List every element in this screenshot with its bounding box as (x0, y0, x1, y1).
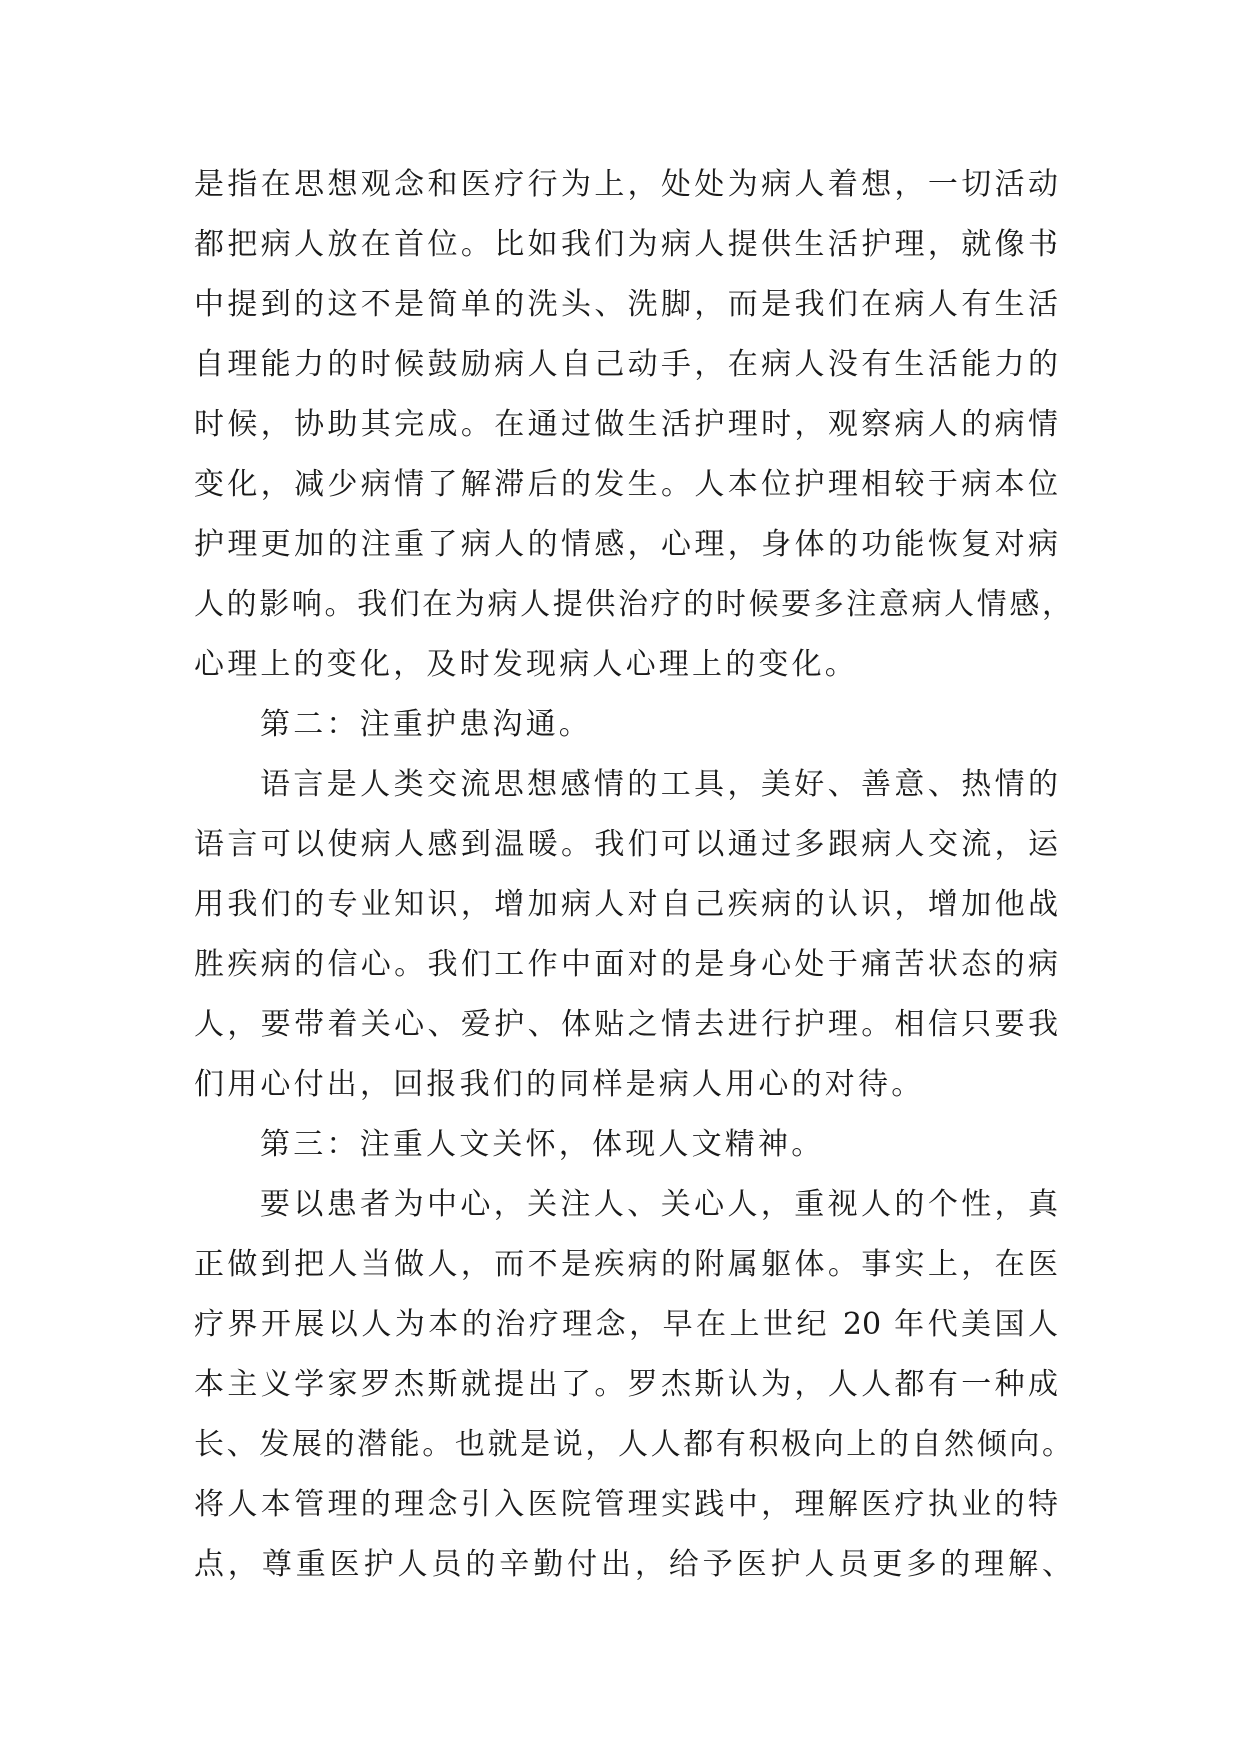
text-line: 用我们的专业知识，增加病人对自己疾病的认识，增加他战 (194, 887, 1058, 922)
text-line: 人，要带着关心、爱护、体贴之情去进行护理。相信只要我 (194, 1007, 1058, 1042)
text-line: 中提到的这不是简单的洗头、洗脚，而是我们在病人有生活 (194, 287, 1058, 322)
text-line: 本主义学家罗杰斯就提出了。罗杰斯认为，人人都有一种成 (194, 1367, 1058, 1402)
text-line: 自理能力的时候鼓励病人自己动手，在病人没有生活能力的 (194, 347, 1058, 382)
section-heading (194, 695, 1058, 755)
text-line: 都把病人放在首位。比如我们为病人提供生活护理，就像书 (194, 227, 1058, 262)
text-line: 将人本管理的理念引入医院管理实践中，理解医疗执业的特 (194, 1487, 1058, 1522)
section-heading-text: 第三：注重人文关怀，体现人文精神。 (260, 1127, 825, 1162)
text-line: 是指在思想观念和医疗行为上，处处为病人着想，一切活动 (194, 167, 1058, 202)
text-line: 护理更加的注重了病人的情感，心理，身体的功能恢复对病 (194, 527, 1058, 562)
text-line: 正做到把人当做人，而不是疾病的附属躯体。事实上，在医 (194, 1247, 1058, 1282)
paragraph (194, 1175, 1072, 1595)
paragraph (194, 155, 1072, 695)
text-line: 变化，减少病情了解滞后的发生。人本位护理相较于病本位 (194, 467, 1058, 502)
text-line: 要以患者为中心，关注人、关心人，重视人的个性，真 (260, 1187, 1058, 1222)
text-line: 心理上的变化，及时发现病人心理上的变化。 (194, 647, 858, 682)
paragraph (194, 755, 1058, 1115)
text-line: 点，尊重医护人员的辛勤付出，给予医护人员更多的理解、 (194, 1547, 1072, 1582)
text-line: 人的影响。我们在为病人提供治疗的时候要多注意病人情感， (194, 587, 1072, 622)
text-line: 们用心付出，回报我们的同样是病人用心的对待。 (194, 1067, 925, 1102)
text-line: 长、发展的潜能。也就是说，人人都有积极向上的自然倾向。 (194, 1427, 1072, 1462)
text-line: 胜疾病的信心。我们工作中面对的是身心处于痛苦状态的病 (194, 947, 1058, 982)
text-line: 语言是人类交流思想感情的工具，美好、善意、热情的 (260, 767, 1058, 802)
text-line: 疗界开展以人为本的治疗理念，早在上世纪 20 年代美国人 (194, 1307, 1058, 1342)
text-line: 语言可以使病人感到温暖。我们可以通过多跟病人交流，运 (194, 827, 1058, 862)
text-line: 时候，协助其完成。在通过做生活护理时，观察病人的病情 (194, 407, 1058, 442)
section-heading-text: 第二：注重护患沟通。 (260, 707, 592, 742)
section-heading (194, 1115, 1058, 1175)
document-body (194, 155, 1072, 1595)
